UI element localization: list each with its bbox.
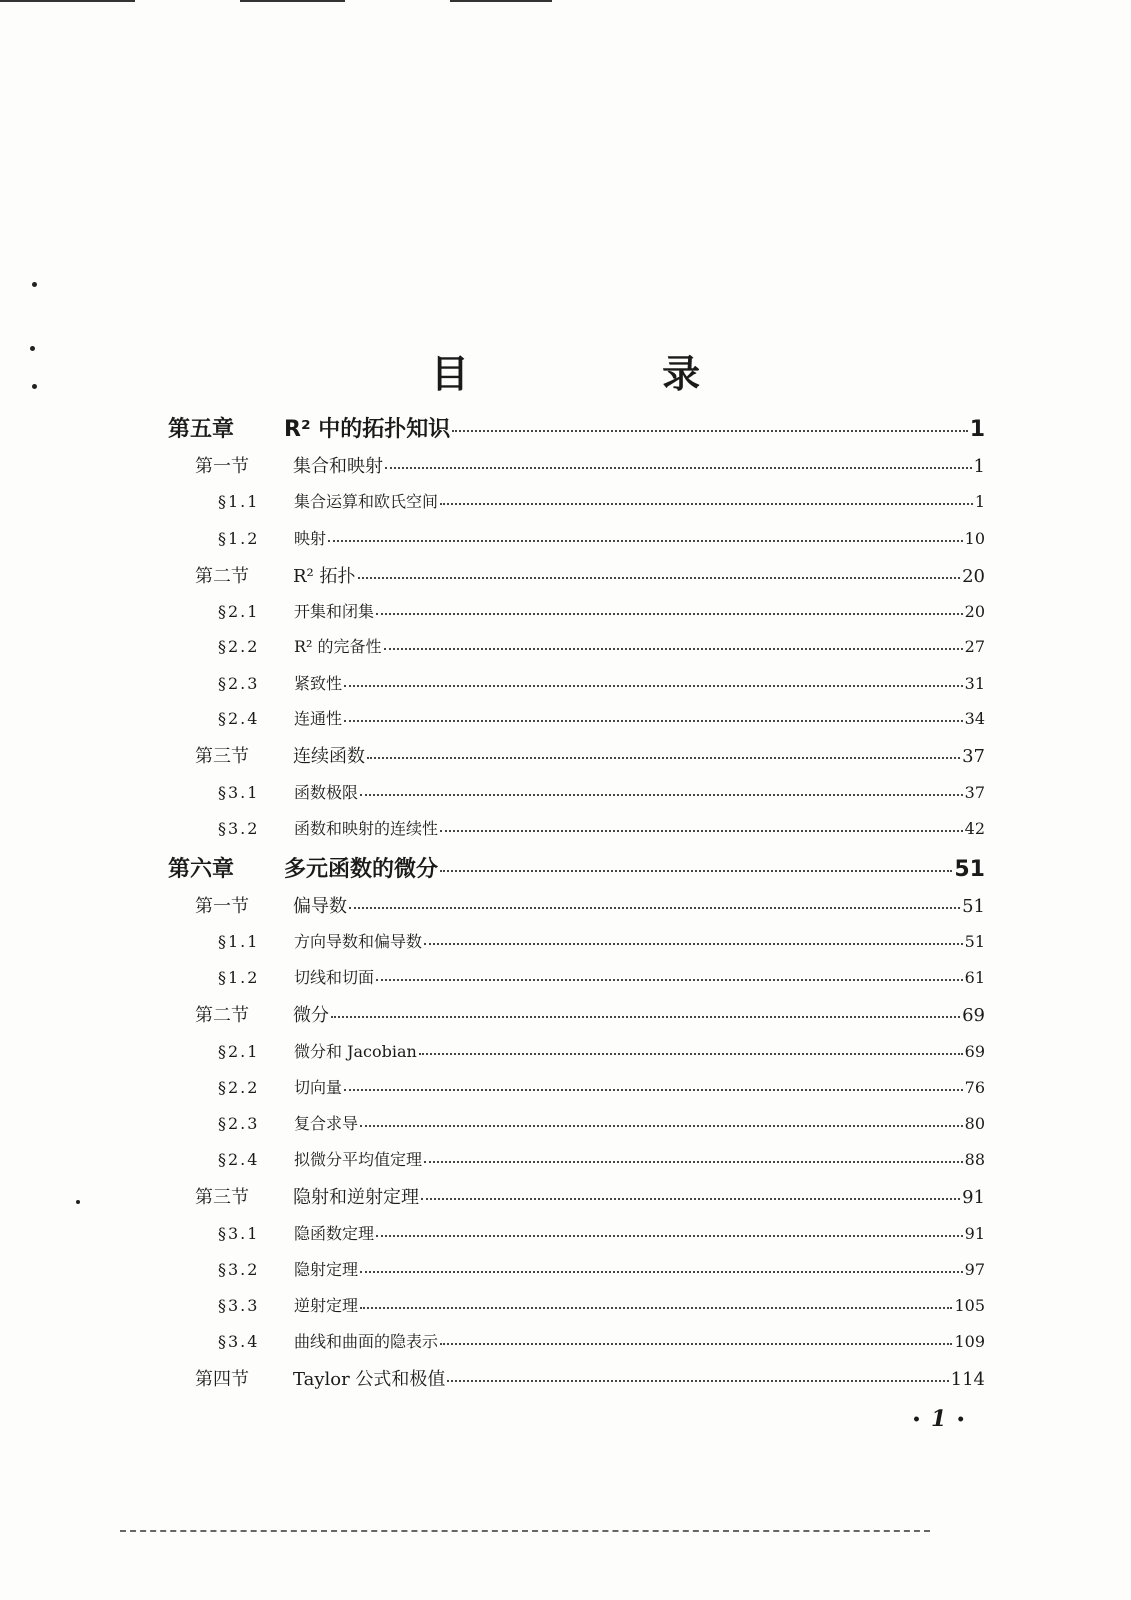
toc-entry-page: 69 [964,1042,985,1061]
toc-entry-title: R² 的完备性 [294,637,382,656]
toc-entry-label: 第二节 [195,566,249,587]
toc-entry-title: 连续函数 [293,746,365,767]
toc-entry-page: 51 [962,896,985,917]
toc-entry-chapter[interactable] [168,412,985,443]
scan-line [240,0,345,2]
toc-entry-sub[interactable] [218,634,985,657]
toc-entry-sub[interactable] [218,1039,985,1062]
toc-entry-section[interactable] [195,562,985,588]
toc-entry-sub[interactable] [218,489,985,512]
toc-entry-title: 开集和闭集 [294,602,375,621]
toc-entry-title: 隐射定理 [294,1260,359,1279]
toc-entry-page: 109 [954,1332,985,1351]
toc-entry-page: 27 [964,637,985,656]
toc-leader-dots [440,830,963,832]
toc-entry-title: 集合和映射 [293,456,383,477]
toc-entry-title: 切向量 [294,1078,343,1097]
toc-entry-sub[interactable] [218,671,985,694]
toc-entry-label: §3.3 [218,1296,260,1315]
toc-entry-sub[interactable] [218,1075,985,1098]
toc-entry-section[interactable] [195,1183,985,1209]
toc-entry-label: §3.2 [218,1260,260,1279]
toc-entry-label: 第四节 [195,1369,249,1390]
toc-entry-page: 31 [964,674,985,693]
toc-leader-dots [358,577,961,579]
toc-entry-label: §1.2 [218,529,260,548]
toc-entry-section[interactable] [195,742,985,768]
toc-entry-title: 连通性 [294,709,343,728]
toc-entry-label: 第二节 [195,1005,249,1026]
toc-entry-title: 拟微分平均值定理 [294,1150,423,1169]
toc-leader-dots [328,540,963,542]
toc-entry-sub[interactable] [218,965,985,988]
toc-leader-dots [344,685,963,687]
page-marker-left: • [912,1412,921,1428]
toc-entry-label: §1.1 [218,932,260,951]
toc-entry-page: 91 [964,1224,985,1243]
toc-entry-page: 88 [964,1150,985,1169]
toc-entry-page: 20 [964,602,985,621]
toc-entry-page: 1 [974,492,985,511]
page-number [902,1406,975,1432]
toc-entry-label: 第六章 [168,857,235,882]
toc-leader-dots [447,1380,948,1382]
toc-entry-page: 20 [962,566,985,587]
toc-leader-dots [376,1235,963,1237]
toc-entry-page: 61 [964,968,985,987]
scan-line [0,0,135,2]
toc-leader-dots [376,979,963,981]
scan-speck [32,282,37,287]
scan-line [450,0,552,2]
page-marker-right: • [956,1412,966,1428]
toc-entry-section[interactable] [195,452,985,478]
toc-entry-page: 1 [973,456,985,477]
toc-entry-sub[interactable] [218,599,985,622]
toc-entry-title: R² 拓扑 [293,566,356,587]
toc-entry-sub[interactable] [218,780,985,803]
toc-entry-title: 逆射定理 [294,1296,359,1315]
page-number-value: 1 [930,1406,947,1432]
toc-entry-sub[interactable] [218,929,985,952]
toc-entry-title: 方向导数和偏导数 [294,932,423,951]
toc-entry-title: Taylor 公式和极值 [293,1369,446,1390]
toc-entry-label: §3.1 [218,1224,260,1243]
toc-entry-label: 第一节 [195,456,249,477]
toc-leader-dots [440,1343,952,1345]
scan-noise [120,1530,930,1532]
toc-leader-dots [331,1016,960,1018]
toc-entry-sub[interactable] [218,1221,985,1244]
toc-entry-label: §2.2 [218,1078,260,1097]
toc-leader-dots [440,503,973,505]
toc-leader-dots [385,467,972,469]
toc-entry-label: §2.4 [218,1150,260,1169]
toc-entry-title: 多元函数的微分 [284,857,439,882]
toc-entry-label: §2.1 [218,1042,260,1061]
toc-entry-label: §2.3 [218,674,260,693]
toc-entry-chapter[interactable] [168,852,985,883]
toc-entry-title: 隐函数定理 [294,1224,375,1243]
toc-entry-title: 复合求导 [294,1114,359,1133]
toc-entry-page: 76 [964,1078,985,1097]
toc-entry-label: §1.1 [218,492,260,511]
toc-leader-dots [360,1307,952,1309]
toc-entry-title: 切线和切面 [294,968,375,987]
toc-leader-dots [360,1271,963,1273]
toc-entry-sub[interactable] [218,706,985,729]
toc-entry-label: 第一节 [195,896,249,917]
toc-entry-label: §3.2 [218,819,260,838]
toc-entry-label: §1.2 [218,968,260,987]
toc-entry-page: 10 [964,529,985,548]
toc-entry-title: 微分和 Jacobian [294,1042,417,1061]
toc-entry-section[interactable] [195,1001,985,1027]
toc-entry-page: 51 [954,857,985,882]
toc-entry-title: 曲线和曲面的隐表示 [294,1332,439,1351]
toc-leader-dots [419,1053,963,1055]
toc-entry-title: 微分 [293,1005,329,1026]
toc-entry-label: §2.1 [218,602,260,621]
toc-entry-page: 80 [964,1114,985,1133]
toc-entry-sub[interactable] [218,1147,985,1170]
toc-entry-sub[interactable] [218,1293,985,1316]
toc-leader-dots [424,1161,963,1163]
toc-entry-label: §2.2 [218,637,260,656]
toc-entry-page: 37 [964,783,985,802]
toc-leader-dots [376,613,963,615]
toc-entry-label: §3.4 [218,1332,260,1351]
toc-entry-title: R² 中的拓扑知识 [284,417,451,442]
toc-entry-sub[interactable] [218,1257,985,1280]
toc-entry-section[interactable] [195,892,985,918]
toc-entry-page: 91 [962,1187,985,1208]
toc-entry-title: 映射 [294,529,327,548]
toc-entry-sub[interactable] [218,1111,985,1134]
toc-entry-sub[interactable] [218,526,985,549]
toc-entry-sub[interactable] [218,1329,985,1352]
toc-leader-dots [452,430,967,432]
toc-entry-title: 集合运算和欧氏空间 [294,492,439,511]
toc-entry-section[interactable] [195,1365,985,1391]
toc-leader-dots [360,794,963,796]
toc-entry-title: 函数和映射的连续性 [294,819,439,838]
toc-entry-page: 51 [964,932,985,951]
toc-entry-title: 函数极限 [294,783,359,802]
toc-entry-label: 第三节 [195,746,249,767]
toc-leader-dots [349,907,960,909]
toc-entry-page: 114 [950,1369,985,1390]
toc-leader-dots [440,870,952,872]
toc-entry-title: 隐射和逆射定理 [293,1187,419,1208]
toc-entry-label: §2.3 [218,1114,260,1133]
toc-entry-page: 69 [962,1005,985,1026]
toc-entry-page: 42 [964,819,985,838]
toc-entry-label: 第三节 [195,1187,249,1208]
toc-entry-page: 105 [954,1296,985,1315]
toc-entry-page: 97 [964,1260,985,1279]
toc-entry-page: 34 [964,709,985,728]
toc-entry-label: 第五章 [168,417,235,442]
toc-entry-page: 37 [962,746,985,767]
toc-leader-dots [421,1198,960,1200]
toc-leader-dots [344,1089,963,1091]
toc-entry-title: 紧致性 [294,674,343,693]
toc-leader-dots [384,648,963,650]
toc-leader-dots [367,757,960,759]
toc-leader-dots [360,1125,963,1127]
toc-leader-dots [424,943,963,945]
toc-entry-label: §3.1 [218,783,260,802]
toc-entry-sub[interactable] [218,816,985,839]
toc-entry-title: 偏导数 [293,896,347,917]
scan-speck [76,1200,80,1204]
toc-leader-dots [344,720,963,722]
toc-entry-page: 1 [969,417,985,442]
toc-entry-label: §2.4 [218,709,260,728]
page-title: 目 录 [430,352,791,397]
